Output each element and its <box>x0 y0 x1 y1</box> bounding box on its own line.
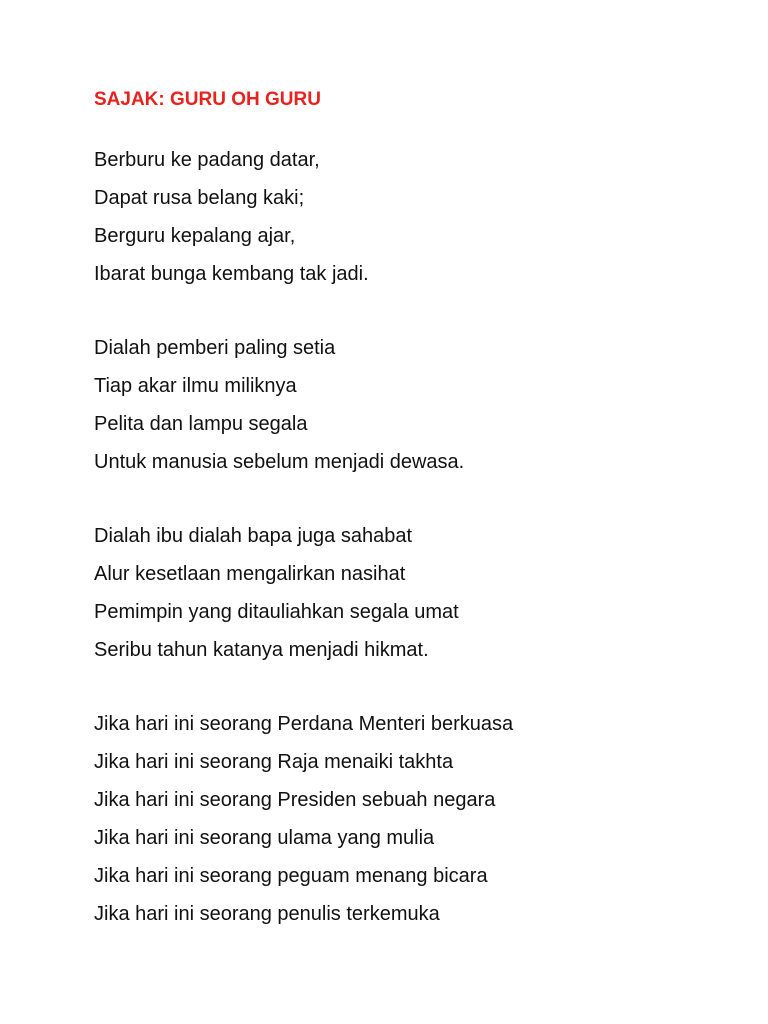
poem-title: SAJAK: GURU OH GURU <box>94 89 321 110</box>
poem-line: Tiap akar ilmu miliknya <box>94 375 297 397</box>
poem-line: Alur kesetlaan mengalirkan nasihat <box>94 563 406 585</box>
poem-line: Berguru kepalang ajar, <box>94 225 296 247</box>
poem-line: Jika hari ini seorang penulis terkemuka <box>94 903 440 925</box>
poem-line: Pelita dan lampu segala <box>94 413 308 435</box>
poem-line: Jika hari ini seorang Perdana Menteri berkuasa <box>94 713 514 735</box>
poem-body <box>94 141 513 969</box>
poem-line: Berburu ke padang datar, <box>94 149 320 171</box>
poem-line: Dapat rusa belang kaki; <box>94 187 305 209</box>
poem-line: Jika hari ini seorang Presiden sebuah negara <box>94 789 496 811</box>
poem-line: Untuk manusia sebelum menjadi dewasa. <box>94 451 465 473</box>
poem-line: Jika hari ini seorang peguam menang bicara <box>94 865 488 887</box>
poem-line: Jika hari ini seorang Raja menaiki takhta <box>94 751 454 773</box>
stanza-3 <box>94 517 513 669</box>
poem-line: Dialah ibu dialah bapa juga sahabat <box>94 525 413 547</box>
poem-line: Pemimpin yang ditauliahkan segala umat <box>94 601 459 623</box>
stanza-2 <box>94 329 513 481</box>
poem-line: Seribu tahun katanya menjadi hikmat. <box>94 639 429 661</box>
poem-line: Ibarat bunga kembang tak jadi. <box>94 263 369 285</box>
stanza-1 <box>94 141 513 293</box>
poem-line: Dialah pemberi paling setia <box>94 337 336 359</box>
stanza-4 <box>94 705 513 933</box>
poem-line: Jika hari ini seorang ulama yang mulia <box>94 827 435 849</box>
